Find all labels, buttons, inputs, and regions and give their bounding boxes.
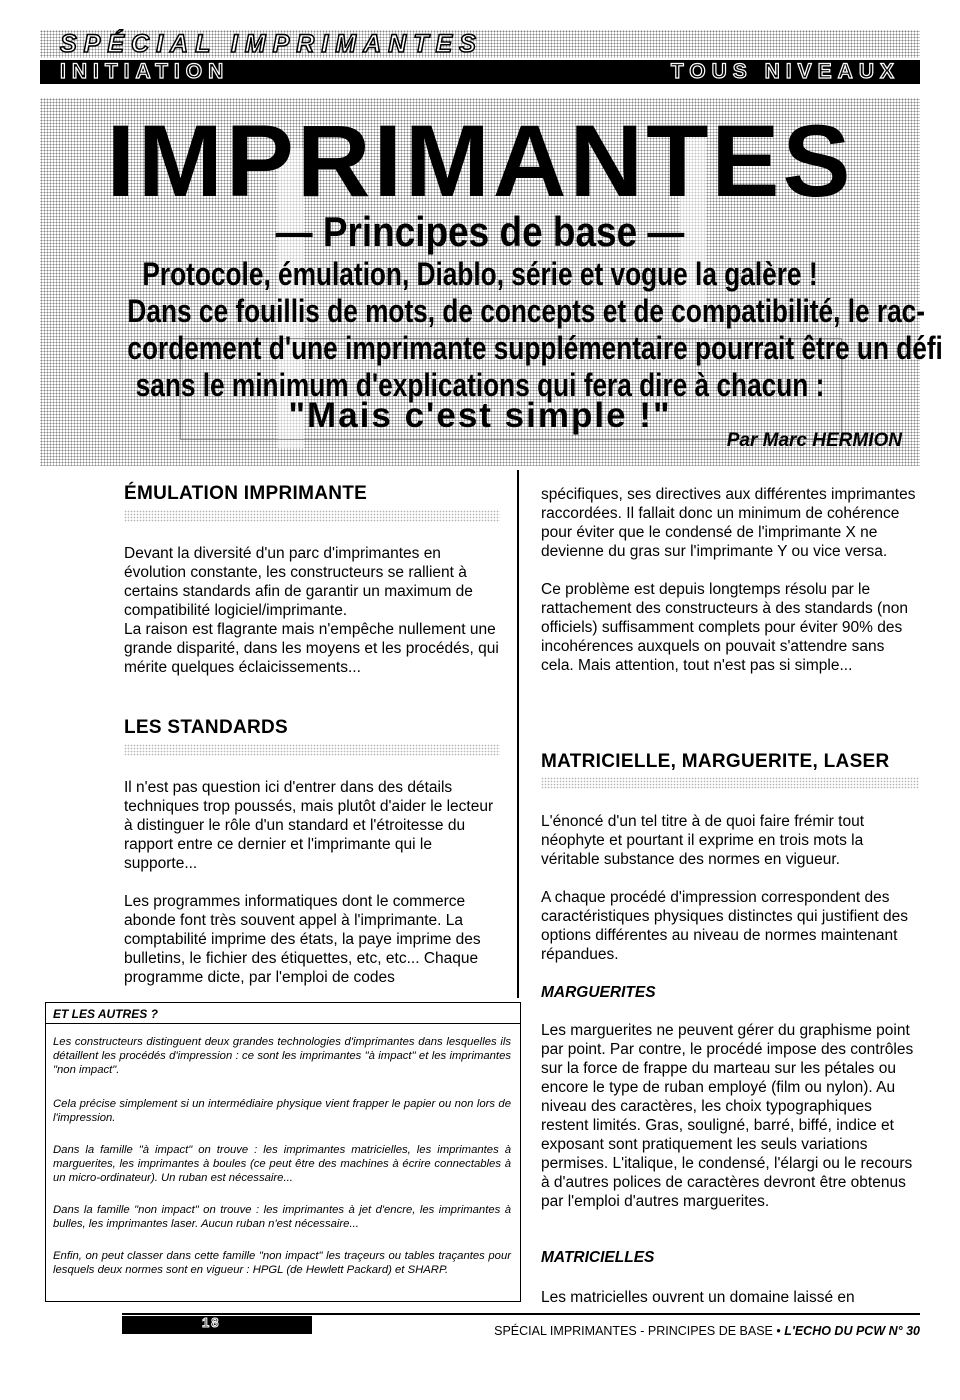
article-title: IMPRIMANTES (106, 104, 854, 218)
category-left-tag: INITIATION (60, 60, 230, 83)
paragraph: L'énoncé d'un tel titre à de quoi faire frémir tout néophyte et pourtant il exprime en trois mots la véritable substance des normes en vigueur. (541, 813, 864, 868)
sidebar-box-et-les-autres (45, 1002, 521, 1302)
column-divider (517, 470, 519, 998)
sidebar-paragraph: Enfin, on peut classer dans cette famille "non impact" les traçeurs ou tables traçantes pour lesquels deux normes sont en vigueur : HPGL (de Hewlett Packard) et SHARP. (53, 1250, 511, 1276)
heading-emulation: ÉMULATION IMPRIMANTE (124, 483, 368, 504)
section-banner (40, 30, 920, 58)
category-bar (40, 60, 920, 84)
text-column-right-2 (541, 812, 919, 964)
footer-caption (494, 1324, 920, 1338)
sidebar-paragraph: Les constructeurs distinguent deux grandes technologies d'imprimantes dans lesquelles ils détaillent les procédés d'impression : ce sont les imprimantes "à impact" et les imprimantes "non impact". (53, 1036, 511, 1076)
text-column-right-1 (541, 485, 916, 675)
sidebar-paragraph: Cela précise simplement si un intermédiaire physique vient frapper le papier ou non lors de l'impression. (53, 1098, 511, 1124)
paragraph: La raison est flagrante mais n'empêche nullement une grande disparité, dans les moyens et les procédés, qui mérite quelques éclaicissements... (124, 621, 499, 676)
paragraph: A chaque procédé d'impression correspondent des caractéristiques physiques distinctes qui justifient des options différentes au niveau de normes maintenant répandues. (541, 889, 909, 963)
byline: Par Marc HERMION (726, 430, 902, 451)
paragraph: Ce problème est depuis longtemps résolu par le rattachement des constructeurs à des standards (non officiels) suffisamment complets pour éviter 90% des incohérences auxquels on pouvait s'attendre sans cela. Mais attention, tout n'est pas si simple... (541, 581, 909, 674)
heading-underline (124, 744, 500, 756)
sidebar-box-title: ET LES AUTRES ? (53, 1007, 158, 1021)
heading-matricielle: MATRICIELLE, MARGUERITE, LASER (541, 751, 890, 772)
paragraph: Les matricielles ouvrent un domaine laissé en (541, 1289, 855, 1306)
article-quote: "Mais c'est simple !" (288, 396, 672, 435)
paragraph: Les marguerites ne peuvent gérer du graphisme point par point. Par contre, le procédé impose des contrôles sur la force de frappe du marteau sur les pétales ou encore le type de ruban employé (film ou nylon). Au niveau des caractères, les choix typographiques restent limités. Gras, souligné, barré, biffé, indice et exposant sont pratiquement les seuls variations permises. L'italique, le condensé, l'élargi ou le recours à d'autres polices de caractères devront être obtenus par l'emploi d'autres marguerites. (541, 1022, 914, 1210)
sidebar-paragraph: Dans la famille "à impact" on trouve : les imprimantes matricielles, les imprimantes à marguerites, les imprimantes à boules (ce peut être des machines à écrire connectables à un micro-ordinateur). Un ruban est nécessaire... (53, 1144, 511, 1184)
page-number: 18 (202, 1315, 221, 1330)
heading-standards: LES STANDARDS (124, 717, 288, 738)
lead-line: Dans ce fouillis de mots, de concepts et de compatibilité, le rac- (127, 293, 926, 329)
footer-publication: L'ECHO DU PCW N° 30 (784, 1324, 920, 1338)
subheading-marguerites: MARGUERITES (541, 984, 656, 1001)
footer-rule (122, 1313, 920, 1315)
hero-block (40, 98, 943, 466)
article-lead (127, 256, 943, 404)
lead-line: cordement d'une imprimante supplémentaire pourrait être un défi (127, 330, 943, 366)
article-subtitle: — Principes de base — (275, 208, 685, 255)
paragraph: spécifiques, ses directives aux différentes imprimantes raccordées. Il fallait donc un minimum de cohérence pour éviter que le condensé de l'imprimante X ne devienne du gras sur l'imprimante Y ou vice versa. (541, 486, 916, 560)
subheading-matricielles: MATRICIELLES (541, 1249, 655, 1266)
text-column-left-2 (124, 778, 502, 987)
text-column-right-4 (541, 1288, 919, 1307)
lead-line: Protocole, émulation, Diablo, série et vogue la galère ! (142, 256, 818, 292)
text-column-left-1 (124, 544, 499, 677)
paragraph: Il n'est pas question ici d'entrer dans des détails techniques trop poussés, mais plutôt d'aider le lecteur à distinguer le rôle d'un standard et l'étroitesse du rapport entre ce dernier et l'imprimante qui le supporte... (124, 779, 494, 872)
text-column-right-3 (541, 1021, 919, 1211)
paragraph: Devant la diversité d'un parc d'imprimantes en évolution constante, les constructeurs se rallient à certains standards afin de garantir un maximum de compatibilité logiciel/imprimante. (124, 545, 473, 619)
footer-section: SPÉCIAL IMPRIMANTES - PRINCIPES DE BASE • (494, 1324, 781, 1338)
section-banner-text: SPÉCIAL IMPRIMANTES (60, 30, 483, 58)
category-right-tag: TOUS NIVEAUX (670, 60, 900, 83)
page-number-bar (122, 1316, 312, 1334)
lead-line: sans le minimum d'explications qui fera dire à chacun : (135, 367, 825, 403)
heading-underline (124, 510, 500, 522)
sidebar-box-separator (46, 1023, 520, 1024)
paragraph: Les programmes informatiques dont le commerce abonde font très souvent appel à l'imprimante. La comptabilité imprime des états, la paye imprime des bulletins, le fichier des étiquettes, etc, etc... Chaque programme dicte, par l'emploi de codes (124, 893, 481, 986)
sidebar-paragraph: Dans la famille "non impact" on trouve : les imprimantes à jet d'encre, les imprimantes à bulles, les imprimantes laser. Aucun ruban n'est nécessaire... (53, 1204, 511, 1230)
heading-underline (541, 777, 919, 789)
